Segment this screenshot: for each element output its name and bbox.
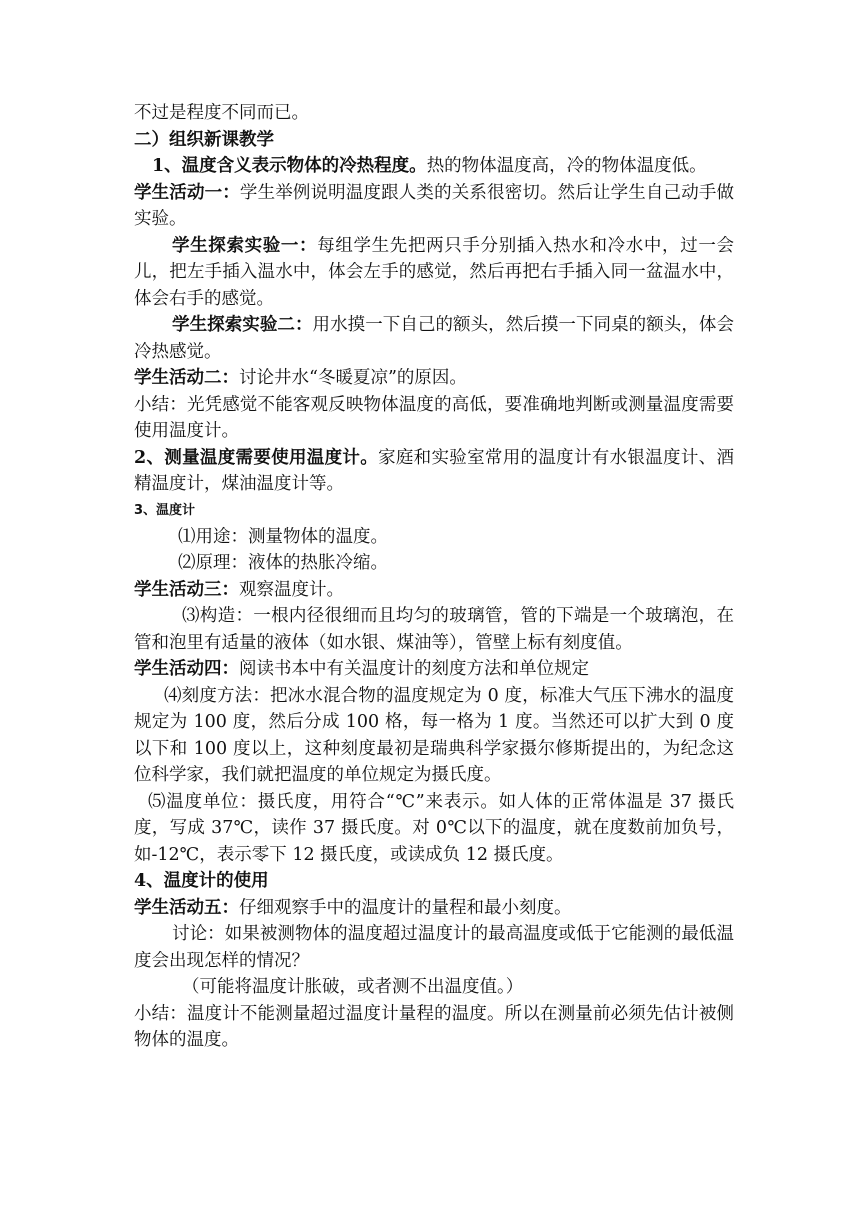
heading-temperature-meaning: 1、温度含义表示物体的冷热程度。 — [152, 156, 427, 176]
text-experiment-2: 用水摸一下自己的额头，然后摸一下同桌的额头，体会冷热感觉。 — [134, 315, 734, 362]
section-heading-new-lesson: 二）组织新课教学 — [134, 129, 274, 150]
label-activity-3: 学生活动三： — [134, 579, 239, 600]
label-activity-1: 学生活动一： — [134, 182, 240, 203]
document-page — [134, 100, 734, 1054]
heading-measure-temperature: 2、测量温度需要使用温度计。 — [134, 447, 379, 468]
paragraph-measure-temperature — [134, 445, 734, 498]
text-activity-2: 讨论井水“冬暖夏凉”的原因。 — [239, 368, 467, 388]
paragraph-structure: ⑶构造：一根内径很细而且均匀的玻璃管，管的下端是一个玻璃泡，在管和泡里有适量的液体（如水银、煤油等），管壁上标有刻度值。 — [134, 606, 734, 653]
paragraph-activity-1 — [134, 180, 734, 233]
text-activity-3: 观察温度计。 — [239, 579, 344, 600]
paragraph-answer: （可能将温度计胀破，或者测不出温度值。） — [182, 977, 524, 997]
text-experiment-1: 每组学生先把两只手分别插入热水和冷水中，过一会儿，把左手插入温水中，体会左手的感觉，然后再把右手插入同一盆温水中，体会右手的感觉。 — [134, 235, 735, 309]
label-experiment-2: 学生探索实验二： — [172, 315, 313, 335]
paragraph-summary-1: 小结：光凭感觉不能客观反映物体温度的高低，要准确地判断或测量温度需要使用温度计。 — [134, 394, 734, 441]
paragraph-activity-4 — [134, 656, 734, 683]
paragraph-summary-2: 小结：温度计不能测量超过温度计量程的温度。所以在测量前必须先估计被侧物体的温度。 — [134, 1003, 734, 1050]
text-measure-temperature: 家庭和实验室常用的温度计有水银温度计、酒精温度计，煤油温度计等。 — [134, 447, 734, 494]
paragraph-temperature-unit: ⑸温度单位：摄氏度，用符合“℃”来表示。如人体的正常体温是 37 摄氏度，写成 37℃，读作 37 摄氏度。对 0℃以下的温度，就在度数前加负号，如-12℃，表示零下 12 摄氏度，或读成负 12 摄氏度。 — [134, 791, 734, 865]
text-activity-4: 阅读书本中有关温度计的刻度方法和单位规定 — [239, 659, 589, 679]
paragraph-experiment-2 — [134, 312, 734, 365]
heading-thermometer-usage: 4、温度计的使用 — [134, 871, 269, 891]
label-experiment-1: 学生探索实验一： — [172, 235, 318, 256]
paragraph-scale-method: ⑷刻度方法：把冰水混合物的温度规定为 0 度，标准大气压下沸水的温度规定为 100 度，然后分成 100 格，每一格为 1 度。当然还可以扩大到 0 度以下和 100 度以上，这种刻度最初是瑞典科学家摄尔修斯提出的，为纪念这位科学家，我们就把温度的单位规定为摄氏度。 — [134, 685, 734, 785]
paragraph-activity-3 — [134, 577, 734, 604]
text-activity-1: 学生举例说明温度跟人类的关系很密切。然后让学生自己动手做实验。 — [134, 182, 735, 229]
label-activity-2: 学生活动二： — [134, 368, 239, 388]
paragraph-principle: ⑵原理：液体的热胀冷缩。 — [178, 553, 388, 573]
paragraph-temperature-meaning — [134, 153, 734, 180]
heading-thermometer: 3、温度计 — [134, 502, 196, 518]
paragraph-experiment-1 — [134, 233, 734, 313]
paragraph-activity-2 — [134, 365, 734, 392]
label-activity-4: 学生活动四： — [134, 659, 239, 679]
paragraph-use: ⑴用途：测量物体的温度。 — [178, 526, 388, 547]
paragraph-continuation: 不过是程度不同而已。 — [134, 103, 309, 123]
label-activity-5: 学生活动五： — [134, 897, 239, 918]
paragraph-discussion: 讨论：如果被测物体的温度超过温度计的最高温度或低于它能测的最低温度会出现怎样的情况？ — [134, 924, 734, 971]
text-temperature-meaning: 热的物体温度高，冷的物体温度低。 — [426, 156, 707, 176]
paragraph-activity-5 — [134, 895, 734, 922]
text-activity-5: 仔细观察手中的温度计的量程和最小刻度。 — [239, 897, 572, 918]
